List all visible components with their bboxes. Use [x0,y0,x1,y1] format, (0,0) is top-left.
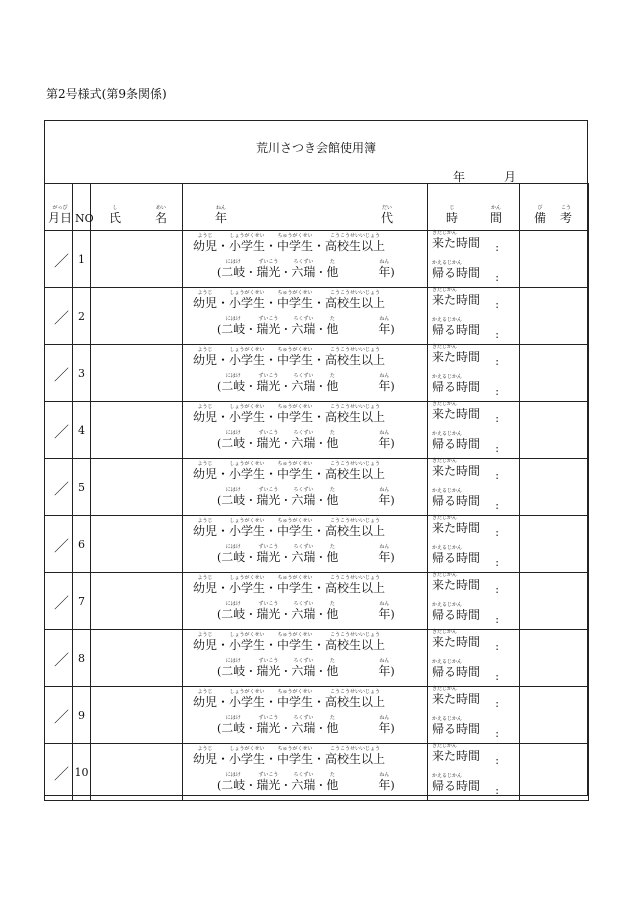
grade-option[interactable]: ようじ 幼児 [193,404,218,424]
row-number-cell [73,288,91,345]
arrival-time-label: きたじかん 来た時間 [432,287,481,307]
grade-option[interactable]: ようじ 幼児 [193,632,218,652]
area-option[interactable]: ずいこう 瑞光 [256,715,281,735]
date-cell[interactable] [45,459,73,516]
area-option[interactable]: にはけ 二岐 [221,601,246,621]
date-slash: ／ [54,423,70,441]
date-slash: ／ [54,537,70,555]
time-cell[interactable] [428,402,520,459]
departure-time-colon: : [495,670,499,683]
year-suffix: ねん 年 [378,601,391,621]
age-cell[interactable] [183,288,428,345]
area-options: ( にはけ 二岐 ・ ずいこう 瑞光 ・ ろくずい 六瑞 ・ た 他 ねん 年 ) [217,487,395,507]
area-option[interactable]: ずいこう 瑞光 [256,316,281,336]
age-cell[interactable] [183,402,428,459]
area-option[interactable]: た 他 [326,259,339,279]
age-cell[interactable] [183,573,428,630]
area-option[interactable]: た 他 [326,658,339,678]
year-suffix: ねん 年 [378,259,391,279]
arrival-time-label: きたじかん 来た時間 [432,629,481,649]
date-slash: ／ [54,480,70,498]
area-option[interactable]: ろくずい 六瑞 [291,316,316,336]
area-option[interactable]: た 他 [326,487,339,507]
area-options: ( にはけ 二岐 ・ ずいこう 瑞光 ・ ろくずい 六瑞 ・ た 他 ねん 年 ) [217,658,395,678]
year-suffix: ねん 年 [378,487,391,507]
row-number: 3 [78,367,85,380]
grade-option[interactable]: ちゅうがくせい 中学生 [277,461,314,481]
row-number-cell [73,573,91,630]
area-options: ( にはけ 二岐 ・ ずいこう 瑞光 ・ ろくずい 六瑞 ・ た 他 ねん 年 ) [217,601,395,621]
area-option[interactable]: ずいこう 瑞光 [256,487,281,507]
header-row [45,184,589,231]
departure-time-label: かえるじかん 帰る時間 [432,773,481,793]
grade-option[interactable]: ちゅうがくせい 中学生 [277,689,314,709]
date-slash: ／ [54,594,70,612]
table-row [45,630,589,687]
table-row [45,345,589,402]
arrival-time-label: きたじかん 来た時間 [432,515,481,535]
table-row [45,687,589,744]
arrival-time-colon: : [495,241,499,254]
date-slash: ／ [54,366,70,384]
area-options: ( にはけ 二岐 ・ ずいこう 瑞光 ・ ろくずい 六瑞 ・ た 他 ねん 年 ) [217,373,395,393]
area-options: ( にはけ 二岐 ・ ずいこう 瑞光 ・ ろくずい 六瑞 ・ た 他 ねん 年 ) [217,544,395,564]
area-option[interactable]: た 他 [326,544,339,564]
row-number-cell [73,231,91,288]
name-cell[interactable] [91,288,183,345]
grade-option[interactable]: ようじ 幼児 [193,746,218,766]
departure-time-label: かえるじかん 帰る時間 [432,602,481,622]
time-cell[interactable] [428,573,520,630]
area-option[interactable]: ろくずい 六瑞 [291,487,316,507]
departure-time-colon: : [495,556,499,569]
date-slash: ／ [54,651,70,669]
area-option[interactable]: ろくずい 六瑞 [291,373,316,393]
name-cell[interactable] [91,231,183,288]
row-number: 9 [78,709,85,722]
arrival-time-colon: : [495,583,499,596]
grade-option[interactable]: ようじ 幼児 [193,575,218,595]
row-number-cell [73,630,91,687]
area-option[interactable]: ずいこう 瑞光 [256,430,281,450]
remarks-cell[interactable] [520,288,589,345]
table-row [45,516,589,573]
area-option[interactable]: ずいこう 瑞光 [256,601,281,621]
grade-option[interactable]: しょうがくせい 小学生 [229,746,266,766]
area-option[interactable]: ずいこう 瑞光 [256,259,281,279]
time-cell[interactable] [428,744,520,801]
date-cell[interactable] [45,288,73,345]
remarks-cell[interactable] [520,516,589,573]
grade-option[interactable]: しょうがくせい 小学生 [229,347,266,367]
departure-time-colon: : [495,784,499,797]
table-row [45,288,589,345]
name-cell[interactable] [91,345,183,402]
remarks-cell[interactable] [520,231,589,288]
grade-option[interactable]: こうこうせいいじょう 高校生以上 [325,746,386,766]
area-option[interactable]: にはけ 二岐 [221,772,246,792]
date-cell[interactable] [45,687,73,744]
grade-option[interactable]: ようじ 幼児 [193,347,218,367]
name-cell[interactable] [91,402,183,459]
area-option[interactable]: ろくずい 六瑞 [291,430,316,450]
remarks-cell[interactable] [520,630,589,687]
usage-log-sheet [44,120,588,796]
grade-options: ようじ 幼児 ・ しょうがくせい 小学生 ・ ちゅうがくせい 中学生 ・ こうこうせいいじょう 高校生以上 [193,290,386,310]
grade-option[interactable]: こうこうせいいじょう 高校生以上 [325,233,386,253]
grade-option[interactable]: ちゅうがくせい 中学生 [277,347,314,367]
row-number-cell [73,345,91,402]
area-option[interactable]: た 他 [326,430,339,450]
time-cell[interactable] [428,630,520,687]
grade-option[interactable]: しょうがくせい 小学生 [229,290,266,310]
row-number-cell [73,459,91,516]
remarks-cell[interactable] [520,744,589,801]
departure-time-colon: : [495,442,499,455]
grade-option[interactable]: こうこうせいいじょう 高校生以上 [325,347,386,367]
grade-options: ようじ 幼児 ・ しょうがくせい 小学生 ・ ちゅうがくせい 中学生 ・ こうこうせいいじょう 高校生以上 [193,632,386,652]
departure-time-colon: : [495,613,499,626]
area-option[interactable]: た 他 [326,715,339,735]
grade-option[interactable]: ようじ 幼児 [193,290,218,310]
departure-time-colon: : [495,271,499,284]
table-row [45,231,589,288]
row-number: 4 [78,424,85,437]
date-cell[interactable] [45,231,73,288]
name-cell[interactable] [91,687,183,744]
remarks-cell[interactable] [520,345,589,402]
table-row [45,459,589,516]
departure-time-label: かえるじかん 帰る時間 [432,659,481,679]
grade-option[interactable]: ちゅうがくせい 中学生 [277,632,314,652]
departure-time-colon: : [495,727,499,740]
departure-time-colon: : [495,385,499,398]
area-option[interactable]: た 他 [326,601,339,621]
area-option[interactable]: ろくずい 六瑞 [291,259,316,279]
row-number-cell [73,516,91,573]
grade-option[interactable]: こうこうせいいじょう 高校生以上 [325,689,386,709]
area-option[interactable]: ずいこう 瑞光 [256,658,281,678]
grade-option[interactable]: こうこうせいいじょう 高校生以上 [325,404,386,424]
grade-option[interactable]: しょうがくせい 小学生 [229,404,266,424]
remarks-cell[interactable] [520,459,589,516]
row-number: 5 [78,481,85,494]
date-cell[interactable] [45,630,73,687]
area-option[interactable]: にはけ 二岐 [221,259,246,279]
arrival-time-label: きたじかん 来た時間 [432,401,481,421]
grade-option[interactable]: しょうがくせい 小学生 [229,689,266,709]
row-number-cell [73,687,91,744]
name-cell[interactable] [91,516,183,573]
time-cell[interactable] [428,459,520,516]
area-option[interactable]: ろくずい 六瑞 [291,658,316,678]
grade-option[interactable]: ちゅうがくせい 中学生 [277,404,314,424]
area-option[interactable]: た 他 [326,373,339,393]
grade-options: ようじ 幼児 ・ しょうがくせい 小学生 ・ ちゅうがくせい 中学生 ・ こうこうせいいじょう 高校生以上 [193,575,386,595]
area-options: ( にはけ 二岐 ・ ずいこう 瑞光 ・ ろくずい 六瑞 ・ た 他 ねん 年 ) [217,259,395,279]
area-options: ( にはけ 二岐 ・ ずいこう 瑞光 ・ ろくずい 六瑞 ・ た 他 ねん 年 ) [217,316,395,336]
remarks-cell[interactable] [520,573,589,630]
grade-options: ようじ 幼児 ・ しょうがくせい 小学生 ・ ちゅうがくせい 中学生 ・ こうこうせいいじょう 高校生以上 [193,347,386,367]
row-number: 6 [78,538,85,551]
area-options: ( にはけ 二岐 ・ ずいこう 瑞光 ・ ろくずい 六瑞 ・ た 他 ねん 年 ) [217,772,395,792]
arrival-time-label: きたじかん 来た時間 [432,572,481,592]
grade-option[interactable]: ようじ 幼児 [193,233,218,253]
form-number: 第2号様式(第9条関係) [46,87,167,101]
header-remarks: び 備 こう 考 [520,184,589,231]
sheet-title: 荒川さつき会館使用簿 [255,141,376,155]
grade-option[interactable]: しょうがくせい 小学生 [229,461,266,481]
grade-option[interactable]: ようじ 幼児 [193,689,218,709]
age-cell[interactable] [183,687,428,744]
age-cell[interactable] [183,231,428,288]
area-option[interactable]: ろくずい 六瑞 [291,715,316,735]
remarks-cell[interactable] [520,402,589,459]
grade-option[interactable]: こうこうせいいじょう 高校生以上 [325,290,386,310]
grade-option[interactable]: こうこうせいいじょう 高校生以上 [325,461,386,481]
date-slash: ／ [54,309,70,327]
year-suffix: ねん 年 [378,715,391,735]
year-label: 年 [453,170,466,184]
arrival-time-label: きたじかん 来た時間 [432,743,481,763]
header-time: じ 時 かん 間 [428,184,520,231]
year-suffix: ねん 年 [378,658,391,678]
grade-options: ようじ 幼児 ・ しょうがくせい 小学生 ・ ちゅうがくせい 中学生 ・ こうこうせいいじょう 高校生以上 [193,746,386,766]
year-suffix: ねん 年 [378,544,391,564]
name-cell[interactable] [91,744,183,801]
area-option[interactable]: にはけ 二岐 [221,658,246,678]
name-cell[interactable] [91,630,183,687]
table-row [45,744,589,801]
grade-option[interactable]: ようじ 幼児 [193,518,218,538]
grade-option[interactable]: ようじ 幼児 [193,461,218,481]
area-option[interactable]: た 他 [326,316,339,336]
year-suffix: ねん 年 [378,373,391,393]
table-row [45,402,589,459]
date-cell[interactable] [45,402,73,459]
time-cell[interactable] [428,288,520,345]
area-option[interactable]: ずいこう 瑞光 [256,772,281,792]
arrival-time-colon: : [495,697,499,710]
name-cell[interactable] [91,459,183,516]
arrival-time-label: きたじかん 来た時間 [432,344,481,364]
arrival-time-colon: : [495,526,499,539]
header-no: NO [73,184,91,231]
area-option[interactable]: にはけ 二岐 [221,487,246,507]
age-cell[interactable] [183,630,428,687]
age-cell[interactable] [183,744,428,801]
arrival-time-label: きたじかん 来た時間 [432,458,481,478]
area-option[interactable]: にはけ 二岐 [221,544,246,564]
age-cell[interactable] [183,459,428,516]
arrival-time-label: きたじかん 来た時間 [432,230,481,250]
grade-option[interactable]: ちゅうがくせい 中学生 [277,575,314,595]
date-slash: ／ [54,765,70,783]
grade-option[interactable]: しょうがくせい 小学生 [229,233,266,253]
year-suffix: ねん 年 [378,430,391,450]
arrival-time-colon: : [495,754,499,767]
row-number: 1 [78,253,85,266]
row-number: 10 [74,766,89,779]
age-cell[interactable] [183,516,428,573]
arrival-time-colon: : [495,640,499,653]
grade-option[interactable]: ちゅうがくせい 中学生 [277,746,314,766]
date-cell[interactable] [45,345,73,402]
area-option[interactable]: ずいこう 瑞光 [256,544,281,564]
year-suffix: ねん 年 [378,772,391,792]
departure-time-label: かえるじかん 帰る時間 [432,317,481,337]
area-option[interactable]: た 他 [326,772,339,792]
header-date: がっぴ 月日 [45,184,73,231]
row-number: 7 [78,595,85,608]
arrival-time-colon: : [495,469,499,482]
arrival-time-colon: : [495,298,499,311]
remarks-cell[interactable] [520,687,589,744]
area-option[interactable]: にはけ 二岐 [221,715,246,735]
area-option[interactable]: にはけ 二岐 [221,373,246,393]
grade-options: ようじ 幼児 ・ しょうがくせい 小学生 ・ ちゅうがくせい 中学生 ・ こうこうせいいじょう 高校生以上 [193,461,386,481]
area-option[interactable]: ろくずい 六瑞 [291,601,316,621]
grade-option[interactable]: ちゅうがくせい 中学生 [277,518,314,538]
time-cell[interactable] [428,345,520,402]
row-number: 8 [78,652,85,665]
grade-options: ようじ 幼児 ・ しょうがくせい 小学生 ・ ちゅうがくせい 中学生 ・ こうこうせいいじょう 高校生以上 [193,404,386,424]
date-cell[interactable] [45,744,73,801]
usage-log-table [44,183,589,801]
name-cell[interactable] [91,573,183,630]
arrival-time-colon: : [495,412,499,425]
departure-time-colon: : [495,499,499,512]
arrival-time-label: きたじかん 来た時間 [432,686,481,706]
grade-option[interactable]: しょうがくせい 小学生 [229,575,266,595]
row-number: 2 [78,310,85,323]
departure-time-label: かえるじかん 帰る時間 [432,545,481,565]
date-slash: ／ [54,252,70,270]
time-cell[interactable] [428,231,520,288]
grade-option[interactable]: しょうがくせい 小学生 [229,518,266,538]
date-cell[interactable] [45,516,73,573]
area-option[interactable]: ずいこう 瑞光 [256,373,281,393]
month-label: 月 [504,170,517,184]
area-option[interactable]: にはけ 二岐 [221,316,246,336]
area-option[interactable]: ろくずい 六瑞 [291,772,316,792]
header-name: し 氏 めい 名 [91,184,183,231]
area-options: ( にはけ 二岐 ・ ずいこう 瑞光 ・ ろくずい 六瑞 ・ た 他 ねん 年 ) [217,430,395,450]
grade-options: ようじ 幼児 ・ しょうがくせい 小学生 ・ ちゅうがくせい 中学生 ・ こうこうせいいじょう 高校生以上 [193,518,386,538]
time-cell[interactable] [428,687,520,744]
departure-time-label: かえるじかん 帰る時間 [432,431,481,451]
date-cell[interactable] [45,573,73,630]
arrival-time-colon: : [495,355,499,368]
grade-option[interactable]: ちゅうがくせい 中学生 [277,233,314,253]
departure-time-label: かえるじかん 帰る時間 [432,260,481,280]
row-number-cell [73,744,91,801]
row-number-cell [73,402,91,459]
area-option[interactable]: にはけ 二岐 [221,430,246,450]
grade-option[interactable]: こうこうせいいじょう 高校生以上 [325,632,386,652]
table-row [45,573,589,630]
departure-time-label: かえるじかん 帰る時間 [432,488,481,508]
date-slash: ／ [54,708,70,726]
grade-option[interactable]: しょうがくせい 小学生 [229,632,266,652]
grade-option[interactable]: ちゅうがくせい 中学生 [277,290,314,310]
departure-time-label: かえるじかん 帰る時間 [432,374,481,394]
area-options: ( にはけ 二岐 ・ ずいこう 瑞光 ・ ろくずい 六瑞 ・ た 他 ねん 年 ) [217,715,395,735]
grade-option[interactable]: こうこうせいいじょう 高校生以上 [325,575,386,595]
area-option[interactable]: ろくずい 六瑞 [291,544,316,564]
time-cell[interactable] [428,516,520,573]
header-age: ねん 年 だい 代 [183,184,428,231]
year-suffix: ねん 年 [378,316,391,336]
grade-options: ようじ 幼児 ・ しょうがくせい 小学生 ・ ちゅうがくせい 中学生 ・ こうこうせいいじょう 高校生以上 [193,689,386,709]
grade-option[interactable]: こうこうせいいじょう 高校生以上 [325,518,386,538]
departure-time-colon: : [495,328,499,341]
grade-options: ようじ 幼児 ・ しょうがくせい 小学生 ・ ちゅうがくせい 中学生 ・ こうこうせいいじょう 高校生以上 [193,233,386,253]
departure-time-label: かえるじかん 帰る時間 [432,716,481,736]
age-cell[interactable] [183,345,428,402]
